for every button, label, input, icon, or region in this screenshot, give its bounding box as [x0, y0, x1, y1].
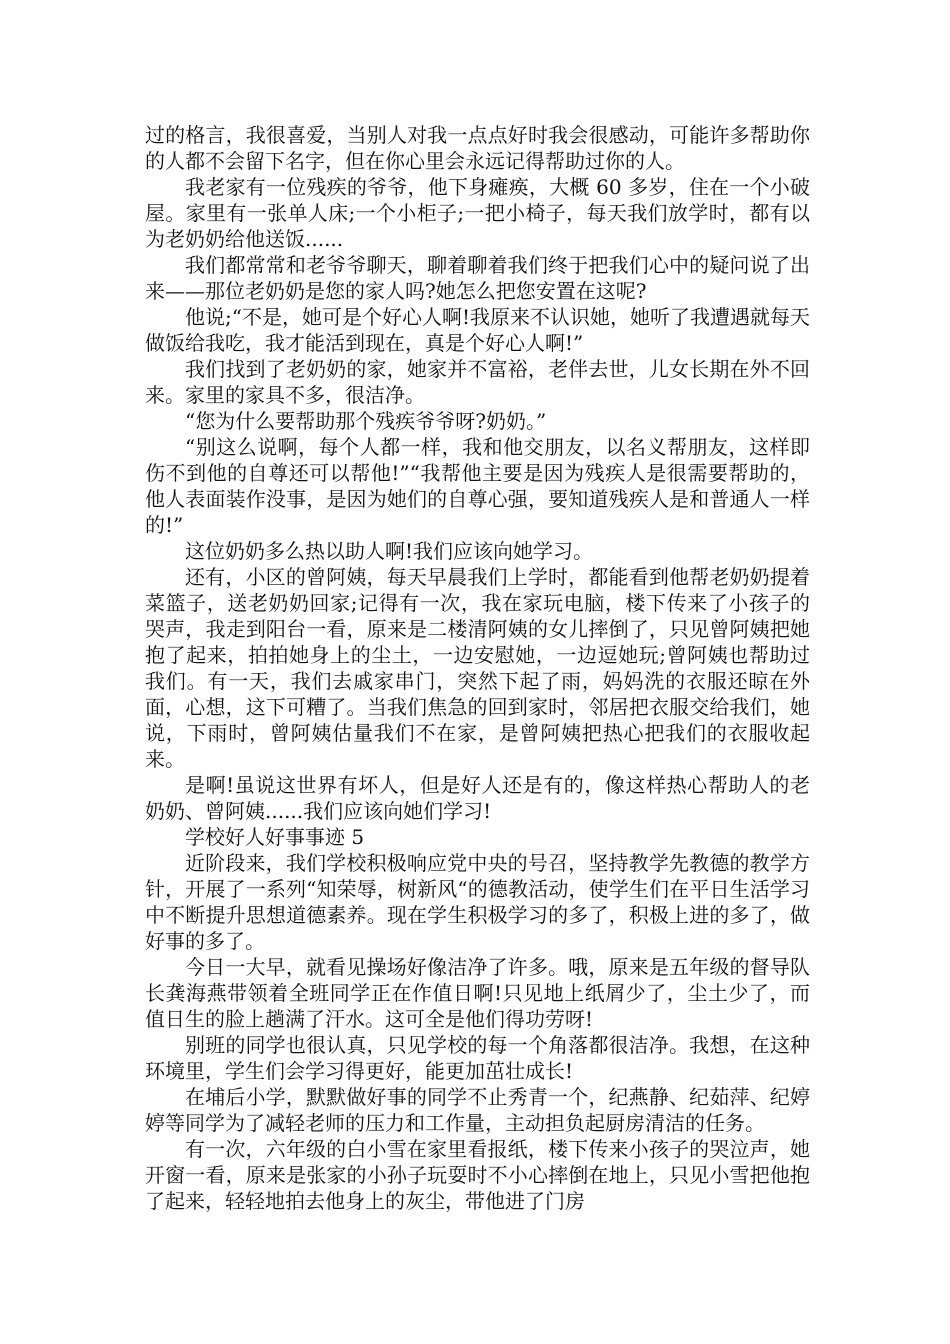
paragraph-continuation: 过的格言，我很喜爱，当别人对我一点点好时我会很感动，可能许多帮助你的人都不会留下名字，但在你心里会永远记得帮助过你的人。: [145, 123, 810, 173]
paragraph: 别班的同学也很认真，只见学校的每一个角落都很洁净。我想，在这种环境里，学生们会学习得更好，能更加茁壮成长!: [145, 1033, 810, 1083]
paragraph: 有一次，六年级的白小雪在家里看报纸，楼下传来小孩子的哭泣声，她开窗一看，原来是张家的小孙子玩耍时不小心摔倒在地上，只见小雪把他抱了起来，轻轻地拍去他身上的灰尘，带他进了门房: [145, 1137, 810, 1213]
paragraph: “您为什么要帮助那个残疾爷爷呀?奶奶。”: [185, 409, 547, 433]
paragraph: 今日一大早，就看见操场好像洁净了许多。哦，原来是五年级的督导队长龚海燕带领着全班同学正在作值日啊!只见地上纸屑少了，尘土少了，而值日生的脸上趟满了汗水。这可全是他们得功劳呀!: [145, 955, 810, 1031]
section-heading: 学校好人好事事迹 5: [185, 825, 365, 849]
paragraph: 这位奶奶多么热以助人啊!我们应该向她学习。: [185, 539, 594, 563]
paragraph: 我们都常常和老爷爷聊天，聊着聊着我们终于把我们心中的疑问说了出来——那位老奶奶是您的家人吗?她怎么把您安置在这呢?: [145, 253, 810, 303]
paragraph: 我老家有一位残疾的爷爷，他下身瘫痪，大概 60 多岁，住在一个小破屋。家里有一张单人床;一个小柜子;一把小椅子，每天我们放学时，都有以为老奶奶给他送饭......: [145, 175, 810, 251]
paragraph: 还有，小区的曾阿姨，每天早晨我们上学时，都能看到他帮老奶奶提着菜篮子，送老奶奶回家;记得有一次，我在家玩电脑，楼下传来了小孩子的哭声，我走到阳台一看，原来是二楼清阿姨的女儿摔倒了，只见曾阿姨把她抱了起来，拍拍她身上的尘土，一边安慰她，一边逗她玩;曾阿姨也帮助过我们。有一天，我们去戚家串门，突然下起了雨，妈妈洗的衣服还晾在外面，心想，这下可糟了。当我们焦急的回到家时，邻居把衣服交给我们，她说，下雨时，曾阿姨估量我们不在家，是曾阿姨把热心把我们的衣服收起来。: [145, 565, 810, 771]
paragraph: 我们找到了老奶奶的家，她家并不富裕，老伴去世，儿女长期在外不回来。家里的家具不多，很洁净。: [145, 357, 810, 407]
document-body: [145, 122, 810, 1214]
paragraph: 他说;“不是，她可是个好心人啊!我原来不认识她，她听了我遭遇就每天做饭给我吃，我才能活到现在，真是个好心人啊!”: [145, 305, 810, 355]
paragraph: 在埔后小学，默默做好事的同学不止秀青一个，纪燕静、纪茹萍、纪婷婷等同学为了减轻老师的压力和工作量，主动担负起厨房清洁的任务。: [145, 1085, 810, 1135]
paragraph: 是啊!虽说这世界有坏人，但是好人还是有的，像这样热心帮助人的老奶奶、曾阿姨......我们应该向她们学习!: [145, 773, 810, 823]
paragraph: “别这么说啊，每个人都一样，我和他交朋友，以名义帮朋友，这样即伤不到他的自尊还可以帮他!”“我帮他主要是因为残疾人是很需要帮助的，他人表面装作没事，是因为她们的自尊心强，要知道残疾人是和普通人一样的!”: [145, 435, 810, 537]
paragraph: 近阶段来，我们学校积极响应党中央的号召，坚持教学先教德的教学方针，开展了一系列“知荣辱，树新风“的德教活动，使学生们在平日生活学习中不断提升思想道德素养。现在学生积极学习的多了，积极上进的多了，做好事的多了。: [145, 851, 810, 953]
